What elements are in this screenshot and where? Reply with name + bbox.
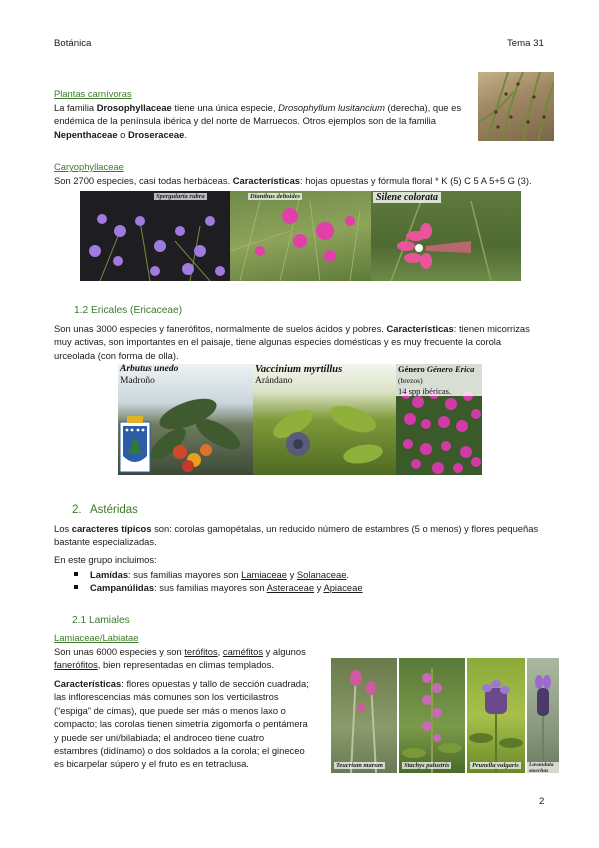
stachys-photo <box>399 658 465 773</box>
heading-asteridas: Astéridas <box>90 504 138 516</box>
caption-vaccinium: Vaccinium myrtillus <box>255 364 343 375</box>
prunella-photo <box>467 658 525 773</box>
caption-teucrium: Teucrium marum <box>336 762 383 769</box>
spergularia-photo <box>80 191 230 281</box>
heading-lamiales: 2.1 Lamiales <box>72 615 130 626</box>
caption-stachys: Stachys palustris <box>404 762 450 769</box>
heading-asteridas-number: 2. <box>72 504 82 516</box>
heading-caryophyllaceae: Caryophyllaceae <box>54 161 124 172</box>
ericales-paragraph: Son unas 3000 especies y fanerófitos, normalmente de suelos ácidos y pobres. Características: tienen micorrizas muy activas, son importantes en el paisaje, tiene algunas especies domésticas y es muy frecuente la corola urceolada (con forma de olla). <box>54 323 530 361</box>
lamiaceae-paragraph: Son unas 6000 especies y son terófitos, caméfitos y algunos fanerófitos, bien representadas en climas templados. <box>54 646 306 671</box>
asteridas-paragraph: Los caracteres típicos son: corolas gamopétalas, un reducido número de estambres (5 o menos) y flores pequeñas bastante especializadas. <box>54 523 539 548</box>
erica-photo <box>396 364 482 475</box>
lavandula-photo <box>527 658 559 773</box>
heading-lamiaceae: Lamiaceae/Labiatae <box>54 632 139 643</box>
list-item: Lamídas: sus familias mayores son Lamiaceae y Solanaceae. <box>74 568 363 581</box>
header-subject: Botánica <box>54 38 92 49</box>
asteridas-intro-list: En este grupo incluimos: <box>54 554 157 565</box>
header-topic: Tema 31 <box>507 38 544 49</box>
caption-silene: Silene colorata <box>373 192 441 203</box>
carnivoras-paragraph: La familia Drosophyllaceae tiene una única especie, Drosophyllum lusitancium (derecha), que es endémica de la península ibérica y del norte de Marruecos. Otros ejemplos son de la familia Nepenthaceae o Droseraceae. <box>54 102 462 140</box>
asteridas-list <box>74 568 363 595</box>
heading-plantas-carnivoras: Plantas carnívoras <box>54 88 132 99</box>
vaccinium-photo <box>253 364 396 475</box>
caption-vaccinium-common: Arándano <box>255 376 293 386</box>
lamiaceae-characteristics: Características: flores opuestas y tallo de sección cuadrada; las inflorescencias más comunes son los verticilastros (“espiga” de cimas), que puede ser más o menos laxo o compacto; las corolas tienen simetría zigomorfa o pentámera y puede ser uni/bilabiada; el androceo tiene cuatro estambres (didínamo) o dos soldados a la corola; el gineceo es bicarpelar súpero y el fruto es en tetraclusa. <box>54 678 309 770</box>
caption-prunella: Prunella vulgaris <box>472 762 519 769</box>
heading-ericales: 1.2 Ericales (Ericaceae) <box>74 305 183 316</box>
dianthus-photo <box>230 191 371 281</box>
caption-dianthus: Dianthus deltoides <box>250 193 301 200</box>
silene-photo <box>371 191 521 281</box>
page-number: 2 <box>539 796 545 807</box>
caption-arbutus: Arbutus unedo <box>120 364 179 374</box>
arbutus-photo <box>118 364 253 475</box>
caption-lavandula: Lavandula stoechas <box>527 762 559 773</box>
teucrium-photo <box>331 658 397 773</box>
caption-arbutus-common: Madroño <box>120 376 155 386</box>
drosophyllum-photo <box>478 72 554 141</box>
caption-spergularia: Spergularia rubra <box>156 193 205 200</box>
list-item: Campanúlidas: sus familias mayores son Asteraceae y Apiaceae <box>74 581 363 594</box>
caryophyllaceae-paragraph: Son 2700 especies, casi todas herbáceas. Características: hojas opuestas y fórmula floral * K (5) C 5 A 5+5 G (3). <box>54 175 532 186</box>
caption-erica: Género Género Erica (brezos) 14 spp ibéricas. <box>396 364 482 396</box>
